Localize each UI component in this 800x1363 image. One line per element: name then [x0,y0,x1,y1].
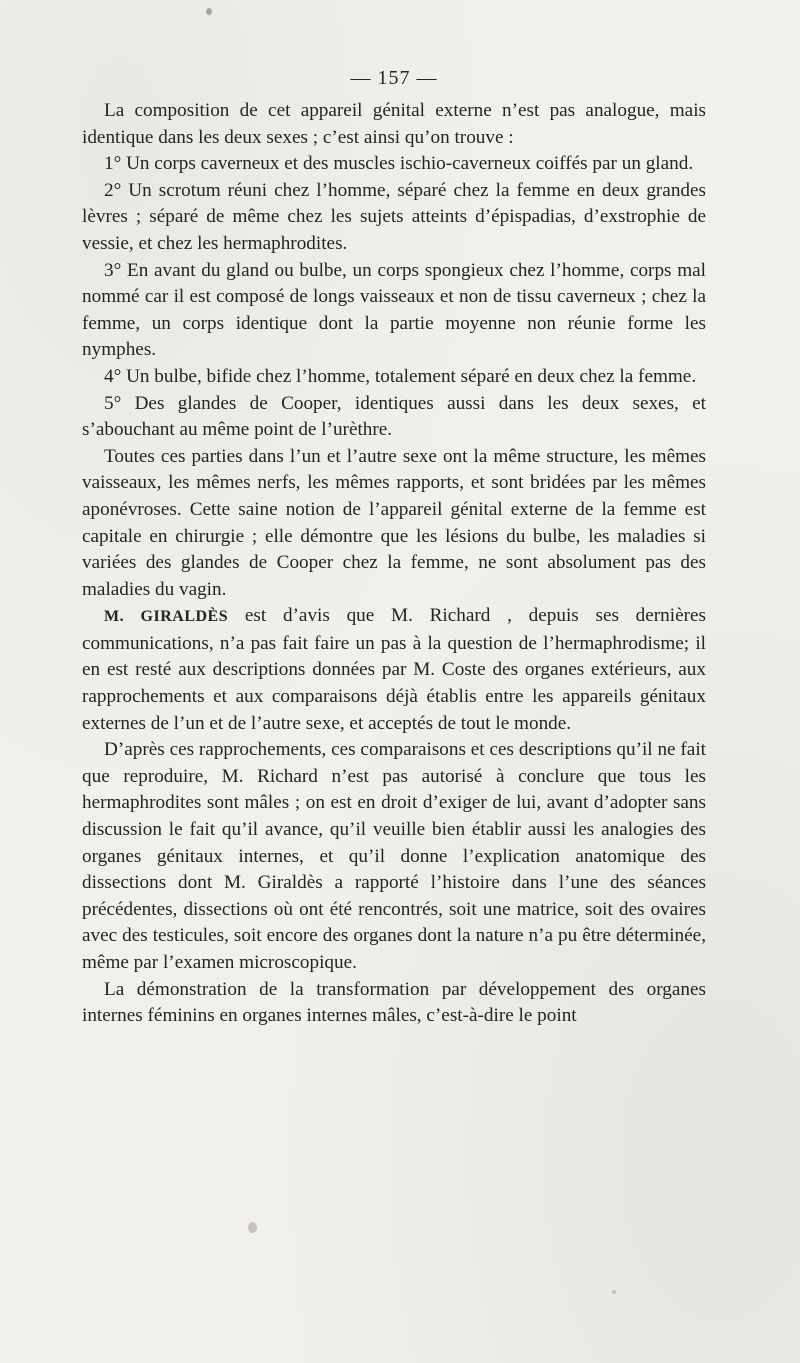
paragraph: 4° Un bulbe, bifide chez l’homme, totalement séparé en deux chez la femme. [104,365,697,387]
paragraph: 2° Un scrotum réuni chez l’homme, séparé chez la femme en deux grandes lèvres ; séparé de même chez les sujets atteints d’épispadias, d’exstrophie de vessie, et chez les hermaphrodites. [82,179,706,254]
paragraph: 3° En avant du gland ou bulbe, un corps spongieux chez l’homme, corps mal nommé car il est composé de longs vaisseaux et non de tissu caverneux ; chez la femme, un corps identique dont la partie moyenne non réunie forme les nymphes. [82,259,706,361]
paragraph: 1° Un corps caverneux et des muscles ischio-caverneux coiffés par un gland. [104,153,694,175]
paragraph-giraldes [82,603,706,737]
paragraph: La démonstration de la transformation par développement des organes internes féminins en organes internes mâles, c’est-à-dire le point [82,978,706,1027]
speaker-name: M. GIRALDÈS [104,608,229,626]
paragraph: D’après ces rapprochements, ces comparaisons et ces descriptions qu’il ne fait que reproduire, M. Richard n’est pas autorisé à conclure que tous les hermaphrodites sont mâles ; on est en droit d’exiger de lui, avant d’adopter sans discussion le fait qu’il avance, qu’il veuille bien établir aussi les analogies des organes génitaux internes, et qu’il donne l’explication anatomique des dissections dont M. Giraldès a rapporté l’histoire dans l’une des séances précédentes, dissections où ont été rencontrés, soit une matrice, soit des ovaires avec des testicules, soit encore des organes dont la nature n’a pu être déterminée, même par l’examen microscopique. [82,739,706,973]
paragraph: La composition de cet appareil génital externe n’est pas analogue, mais identique dans les deux sexes ; c’est ainsi qu’on trouve : [82,100,706,148]
page-text [82,64,706,1030]
ink-speck [612,1290,616,1294]
paragraph: 5° Des glandes de Cooper, identiques aussi dans les deux sexes, et s’abouchant au même point de l’urèthre. [82,392,706,441]
paragraph: Toutes ces parties dans l’un et l’autre sexe ont la même structure, les mêmes vaisseaux, les mêmes nerfs, les mêmes rapports, et sont bridées par les mêmes aponévroses. Cette saine notion de l’appareil génital externe de la femme est capitale en chirurgie ; elle démontre que les lésions du bulbe, les maladies si variées des glandes de Cooper chez la femme, ne sont absolument pas des maladies du vagin. [82,445,706,600]
speaker-text: est d’avis que M. Richard , depuis ses dernières communications, n’a pas fait faire un pas à la question de l’hermaphrodisme; il en est resté aux descriptions données par M. Coste des organes extérieurs, aux rapprochements et aux comparaisons déjà établis entre les appareils génitaux externes de l’un et de l’autre sexe, et acceptés de tout le monde. [82,605,706,734]
page-number: — 157 — [350,67,438,89]
ink-speck [206,8,212,15]
ink-speck [248,1222,257,1233]
